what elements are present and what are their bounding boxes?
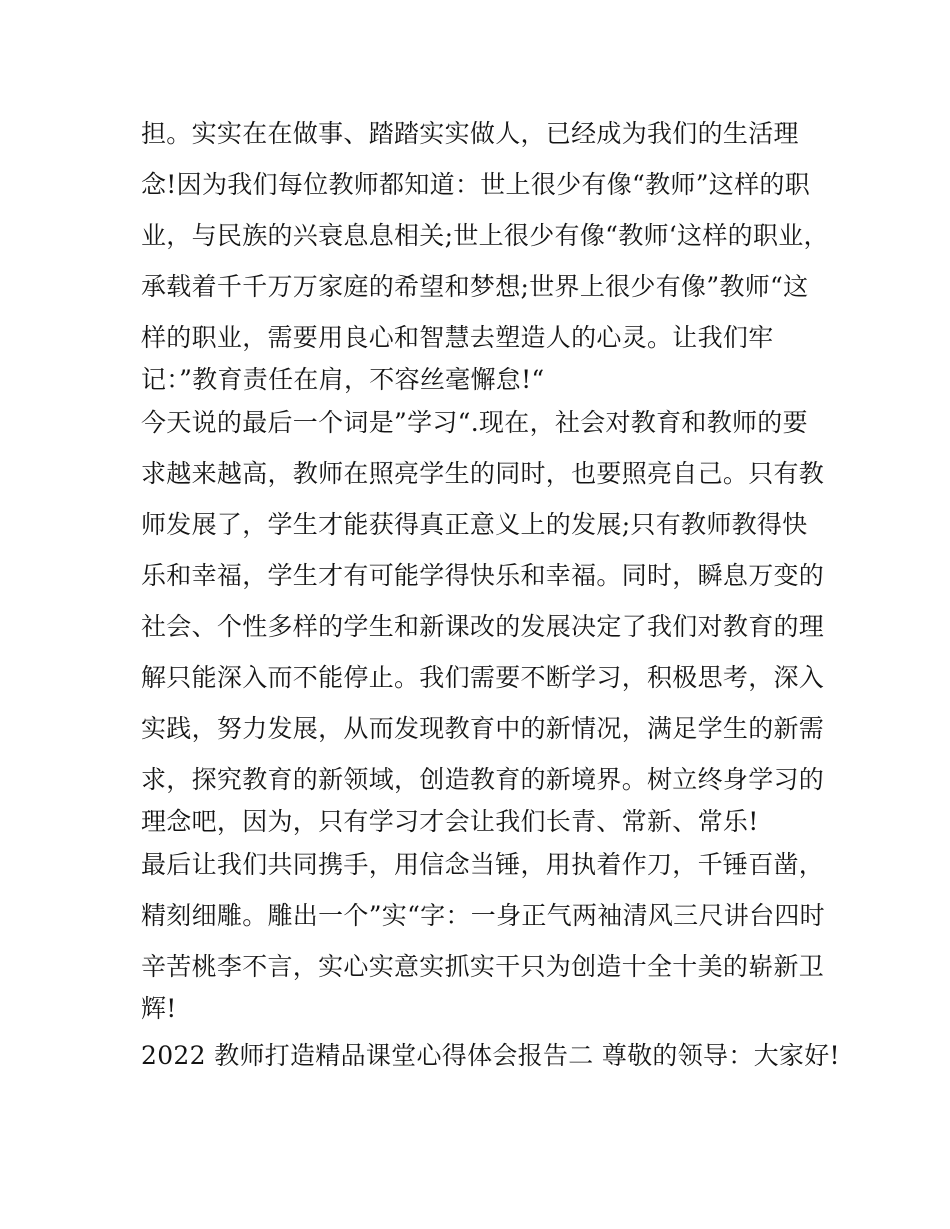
text-line: 记：”教育责任在肩，不容丝毫懈怠!“ xyxy=(141,365,545,394)
text-line: 社会、个性多样的学生和新课改的发展决定了我们对教育的理 xyxy=(141,612,825,641)
text-line: 求，探究教育的新领域，创造教育的新境界。树立终身学习的 xyxy=(141,765,825,794)
text-line: 样的职业，需要用良心和智慧去塑造人的心灵。让我们牢 xyxy=(141,323,774,352)
text-line: 精刻细雕。雕出一个”实“字：一身正气两袖清风三尺讲台四时 xyxy=(141,901,825,930)
text-line: 业，与民族的兴衰息息相关;世上很少有像“教师‘这样的职业， xyxy=(141,221,829,250)
text-line: 最后让我们共同携手，用信念当锤，用执着作刀，千锤百凿， xyxy=(141,850,825,879)
text-line: 辛苦桃李不言，实心实意实抓实干只为创造十全十美的崭新卫 xyxy=(141,952,825,981)
section-heading-line: 2022 教师打造精品课堂心得体会报告二 尊敬的领导：大家好! xyxy=(141,1041,840,1070)
text-line: 承载着千千万万家庭的希望和梦想;世界上很少有像”教师“这 xyxy=(141,272,809,301)
text-line: 解只能深入而不能停止。我们需要不断学习，积极思考，深入 xyxy=(141,663,825,692)
text-line: 辉! xyxy=(141,994,177,1023)
text-line: 乐和幸福，学生才有可能学得快乐和幸福。同时，瞬息万变的 xyxy=(141,561,825,590)
text-line: 担。实实在在做事、踏踏实实做人，已经成为我们的生活理 xyxy=(141,119,799,148)
text-line: 师发展了，学生才能获得真正意义上的发展;只有教师教得快 xyxy=(141,510,808,539)
document-body xyxy=(141,108,840,1081)
text-line: 今天说的最后一个词是”学习“.现在，社会对教育和教师的要 xyxy=(141,408,808,437)
text-line: 实践，努力发展，从而发现教育中的新情况，满足学生的新需 xyxy=(141,714,825,743)
text-line: 求越来越高，教师在照亮学生的同时，也要照亮自己。只有教 xyxy=(141,459,825,488)
text-line: 理念吧，因为，只有学习才会让我们长青、常新、常乐! xyxy=(141,807,759,836)
text-line: 念!因为我们每位教师都知道：世上很少有像“教师”这样的职 xyxy=(141,170,811,199)
